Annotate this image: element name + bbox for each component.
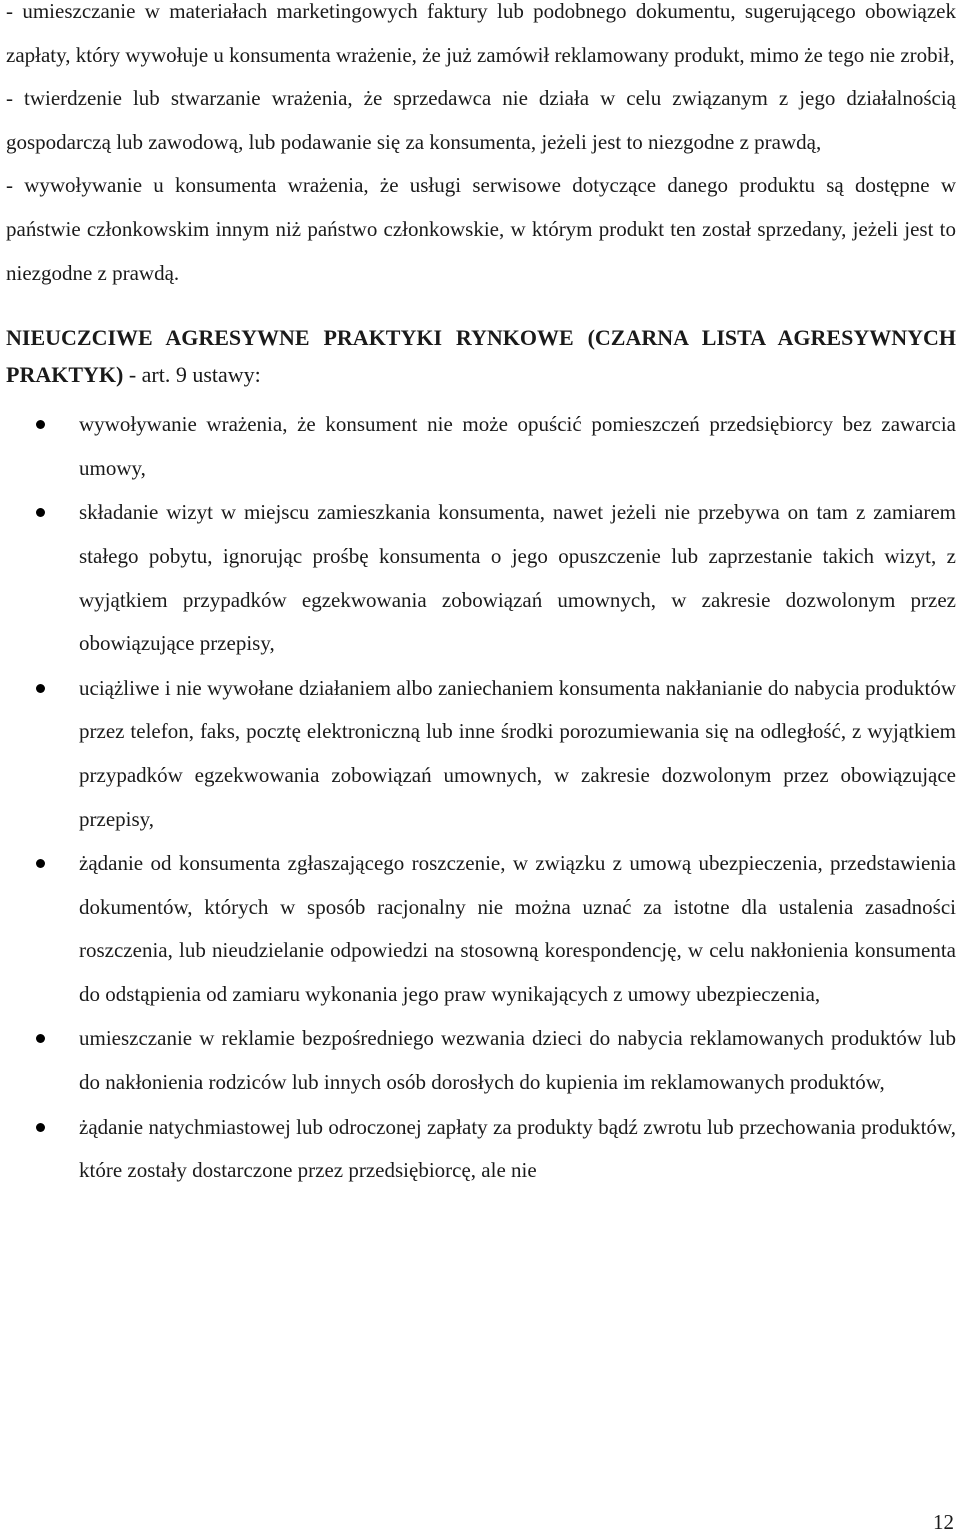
list-item-text: żądanie od konsumenta zgłaszającego roszczenie, w związku z umową ubezpieczenia, przedstawienia dokumentów, których w sposób racjonalny nie można uznać za istotne dla ustalenia zasadności roszczenia, lub nieudzielanie odpowiedzi na stosowną korespondencję, w celu nakłonienia konsumenta do odstąpienia od zamiaru wykonania jego praw wynikających z umowy ubezpieczenia, xyxy=(79,851,956,1006)
paragraph-trader-impersonation: - twierdzenie lub stwarzanie wrażenia, że sprzedawca nie działa w celu związanym z jego działalnością gospodarczą lub zawodową, lub podawanie się za konsumenta, jeżeli jest to niezgodne z prawdą, xyxy=(6,86,956,154)
bullet-icon xyxy=(36,420,45,429)
list-item-text: uciążliwe i nie wywołane działaniem albo zaniechaniem konsumenta nakłanianie do nabycia produktów przez telefon, faks, pocztę elektroniczną lub inne środki porozumiewania się na odległość, z wyjątkiem przypadków egzekwowania zobowiązań umownych, w zakresie dozwolonym przez obowiązujące przepisy, xyxy=(79,675,956,831)
list-item xyxy=(6,491,956,665)
bullet-icon xyxy=(36,1123,45,1132)
list-item-text: wywoływanie wrażenia, że konsument nie może opuścić pomieszczeń przedsiębiorcy bez zawarcia umowy, xyxy=(79,412,956,480)
list-item xyxy=(6,1106,956,1193)
list-item-text: żądanie natychmiastowej lub odroczonej zapłaty za produkty bądź zwrotu lub przechowania produktów, które zostały dostarczone przez przedsiębiorcę, ale nie xyxy=(79,1114,956,1183)
document-page xyxy=(6,0,956,1194)
list-item-text: umieszczanie w reklamie bezpośredniego wezwania dzieci do nabycia reklamowanych produktów lub do nakłonienia rodziców lub innych osób dorosłych do kupienia im reklamowanych produktów, xyxy=(79,1026,956,1095)
list-item xyxy=(6,667,956,841)
list-item xyxy=(6,403,956,490)
list-item xyxy=(6,1017,956,1104)
list-item-text: składanie wizyt w miejscu zamieszkania konsumenta, nawet jeżeli nie przebywa on tam z zamiarem stałego pobytu, ignorując prośbę konsumenta o jego opuszczenie lub zaprzestanie takich wizyt, z wyjątkiem przypadków egzekwowania zobowiązań umownych, w zakresie dozwolonym przez obowiązujące przepisy, xyxy=(79,500,956,656)
paragraph-service-availability: - wywoływanie u konsumenta wrażenia, że usługi serwisowe dotyczące danego produktu są dostępne w państwie członkowskim innym niż państwo członkowskie, w którym produkt ten został sprzedany, jeżeli jest to niezgodne z prawdą. xyxy=(6,173,956,285)
bullet-icon xyxy=(36,508,45,517)
paragraph-marketing-invoice: - umieszczanie w materiałach marketingowych faktury lub podobnego dokumentu, sugerującego obowiązek zapłaty, który wywołuje u konsumenta wrażenie, że już zamówił reklamowany produkt, mimo że tego nie zrobił, xyxy=(6,0,956,67)
section-heading-reference: - art. 9 ustawy: xyxy=(123,362,261,388)
aggressive-practices-list xyxy=(6,403,956,1193)
section-heading-title: NIEUCZCIWE AGRESYWNE PRAKTYKI RYNKOWE (CZARNA LISTA AGRESYWNYCH PRAKTYK) xyxy=(6,325,956,388)
bullet-icon xyxy=(36,1034,45,1043)
list-item xyxy=(6,842,956,1016)
section-heading xyxy=(6,319,956,393)
bullet-icon xyxy=(36,859,45,868)
bullet-icon xyxy=(36,684,45,693)
page-number: 12 xyxy=(933,1510,954,1534)
